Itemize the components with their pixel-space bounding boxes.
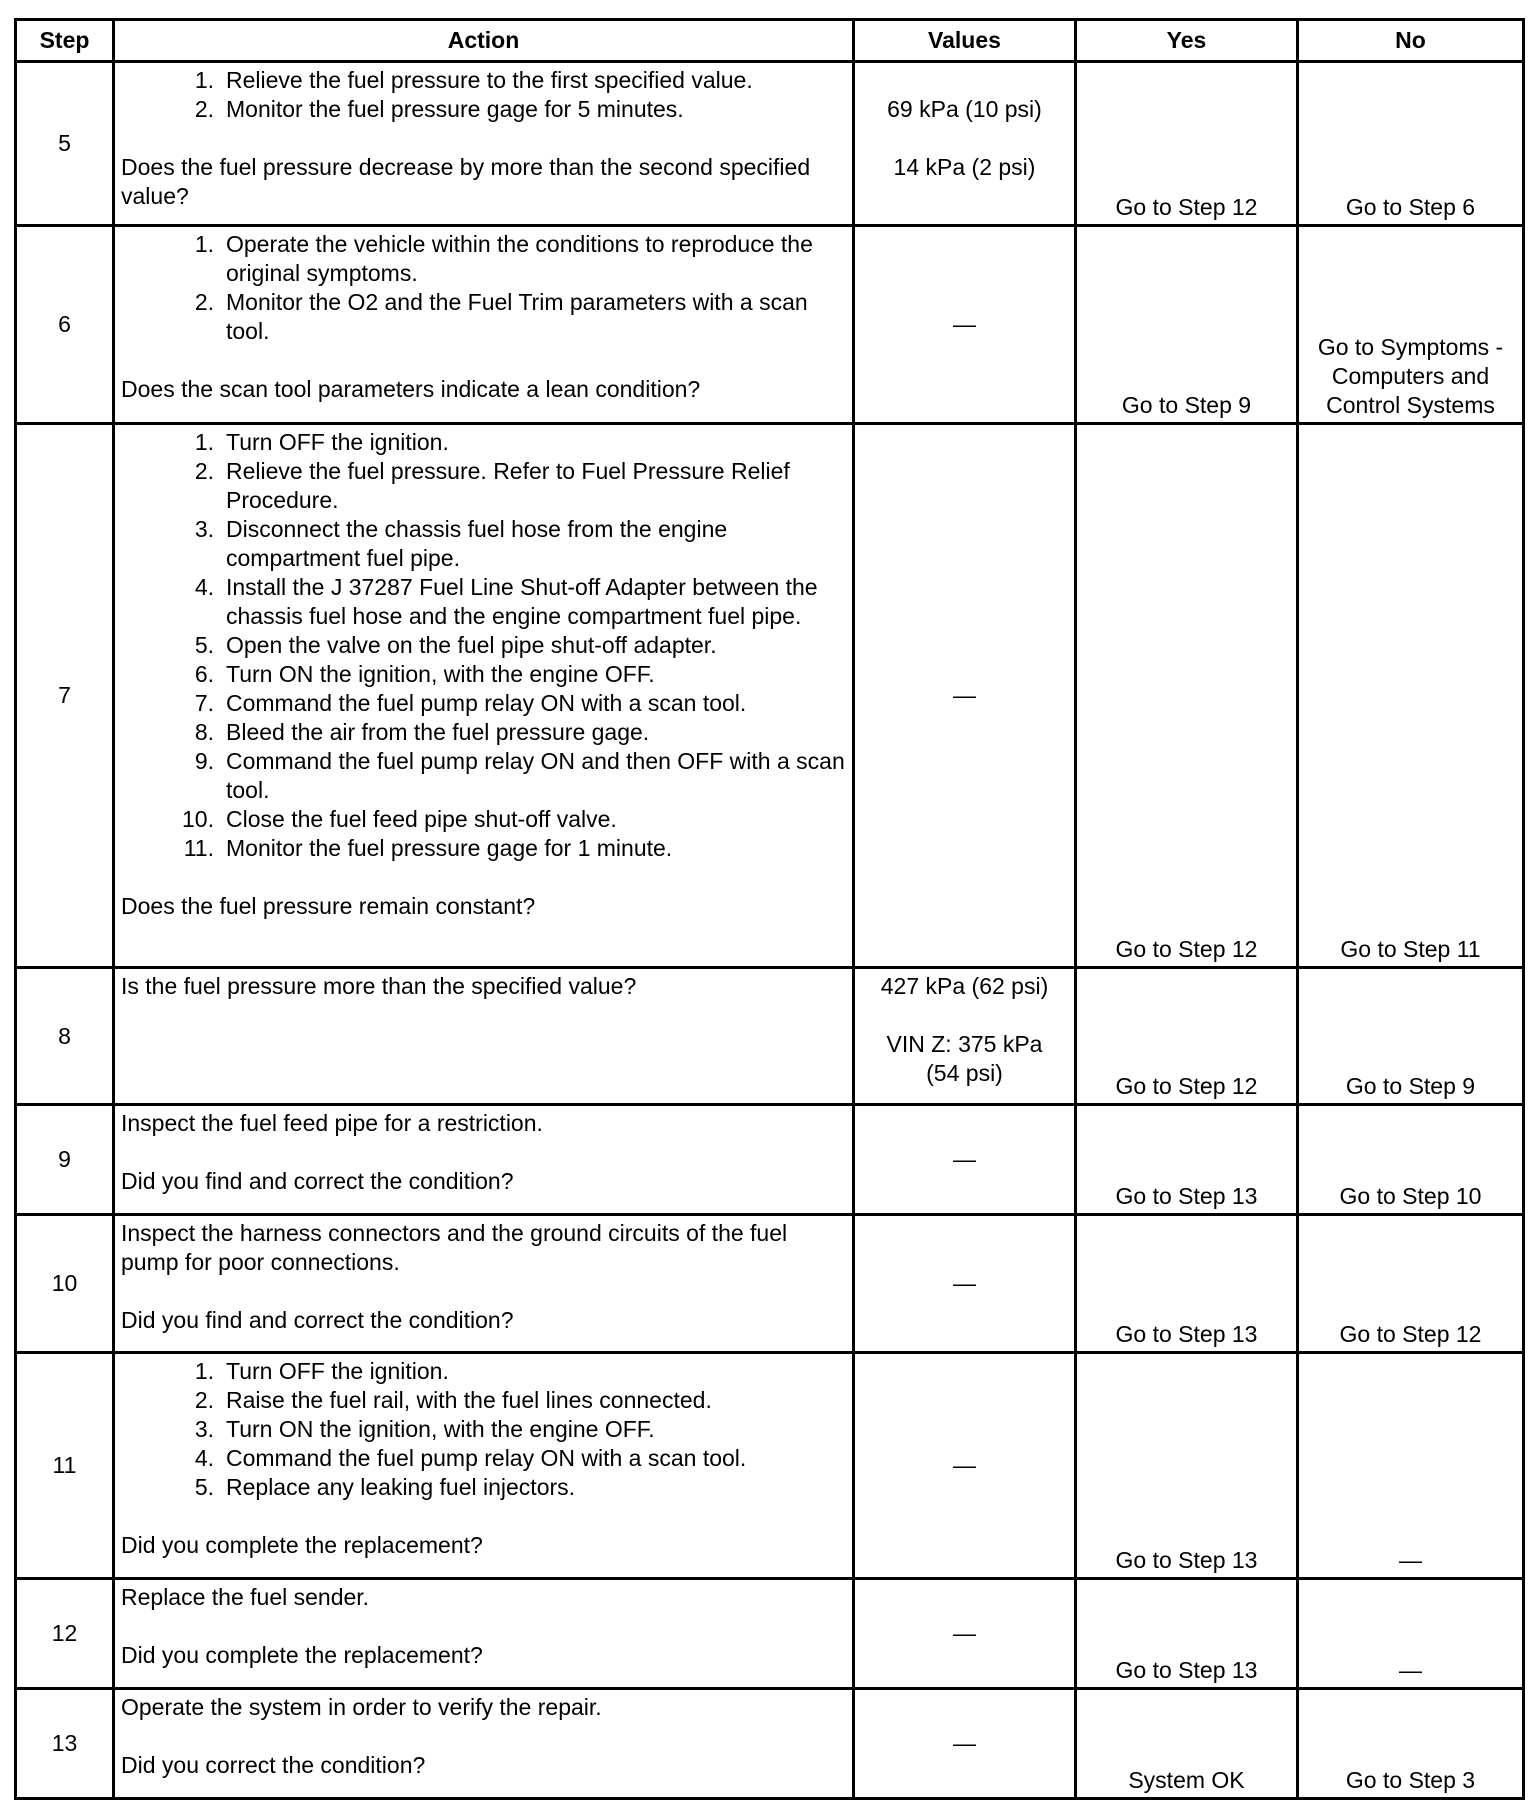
list-item: 8. Bleed the air from the fuel pressure gage.	[194, 719, 650, 745]
step-number: 12	[16, 1579, 114, 1689]
action-text: Inspect the harness connectors and the ground circuits of the fuel pump for poor connections.	[121, 1220, 788, 1275]
step-number: 10	[16, 1215, 114, 1353]
header-step: Step	[16, 20, 114, 62]
action-question: Did you find and correct the condition?	[121, 1168, 514, 1194]
yes-cell: Go to Step 13	[1076, 1105, 1298, 1215]
list-item: 7. Command the fuel pump relay ON with a scan tool.	[194, 690, 747, 716]
action-text: Operate the system in order to verify the repair.	[121, 1694, 602, 1720]
action-cell	[114, 1215, 854, 1353]
values-cell	[854, 968, 1076, 1105]
step-number: 6	[16, 226, 114, 424]
diagnostic-table	[14, 18, 1525, 1800]
list-item: 11. Monitor the fuel pressure gage for 1 minute.	[183, 835, 673, 861]
yes-cell: Go to Step 13	[1076, 1579, 1298, 1689]
list-item: 4. Command the fuel pump relay ON with a scan tool.	[194, 1445, 747, 1471]
action-question: Did you complete the replacement?	[121, 1642, 483, 1668]
value-primary: 69 kPa (10 psi)	[887, 96, 1042, 122]
action-cell	[114, 1689, 854, 1799]
value-secondary: VIN Z: 375 kPa (54 psi)	[886, 1031, 1043, 1086]
yes-cell: Go to Step 12	[1076, 62, 1298, 226]
list-item: 10. Close the fuel feed pipe shut-off valve.	[182, 806, 617, 832]
no-cell: Go to Step 9	[1298, 968, 1524, 1105]
action-question: Does the fuel pressure remain constant?	[121, 893, 536, 919]
yes-cell: System OK	[1076, 1689, 1298, 1799]
step-number: 5	[16, 62, 114, 226]
list-item: 1. Turn OFF the ignition.	[194, 429, 449, 455]
action-question: Did you complete the replacement?	[121, 1532, 483, 1558]
no-cell: Go to Symptoms - Computers and Control Systems	[1298, 226, 1524, 424]
no-cell: —	[1298, 1353, 1524, 1579]
step-number: 13	[16, 1689, 114, 1799]
action-cell	[114, 1105, 854, 1215]
list-item: 4. Install the J 37287 Fuel Line Shut-off Adapter between the chassis fuel hose and the engine compartment fuel pipe.	[194, 574, 818, 629]
action-text: Is the fuel pressure more than the specified value?	[121, 973, 637, 999]
list-item: 2. Raise the fuel rail, with the fuel lines connected.	[194, 1387, 712, 1413]
table-row	[16, 1353, 1524, 1579]
table-row	[16, 968, 1524, 1105]
table-row	[16, 1579, 1524, 1689]
no-cell: Go to Step 12	[1298, 1215, 1524, 1353]
values-cell: —	[854, 424, 1076, 968]
values-cell	[854, 62, 1076, 226]
table-row	[16, 1215, 1524, 1353]
step-number: 8	[16, 968, 114, 1105]
list-item: 9. Command the fuel pump relay ON and then OFF with a scan tool.	[194, 748, 845, 803]
header-row	[16, 20, 1524, 62]
yes-cell: Go to Step 9	[1076, 226, 1298, 424]
action-question: Does the fuel pressure decrease by more than the second specified value?	[121, 154, 811, 209]
values-cell: —	[854, 1105, 1076, 1215]
value-secondary: 14 kPa (2 psi)	[893, 154, 1036, 180]
list-item: 6. Turn ON the ignition, with the engine OFF.	[194, 661, 655, 687]
list-item: 2. Relieve the fuel pressure. Refer to Fuel Pressure Relief Procedure.	[194, 458, 790, 513]
header-no: No	[1298, 20, 1524, 62]
action-cell	[114, 1579, 854, 1689]
values-cell: —	[854, 226, 1076, 424]
values-cell: —	[854, 1579, 1076, 1689]
action-cell	[114, 1353, 854, 1579]
no-cell: Go to Step 10	[1298, 1105, 1524, 1215]
action-cell	[114, 968, 854, 1105]
list-item: 3. Disconnect the chassis fuel hose from the engine compartment fuel pipe.	[194, 516, 728, 571]
header-yes: Yes	[1076, 20, 1298, 62]
values-cell: —	[854, 1215, 1076, 1353]
instruction-list	[121, 1357, 846, 1502]
no-cell: Go to Step 3	[1298, 1689, 1524, 1799]
values-cell: —	[854, 1689, 1076, 1799]
list-item: 3. Turn ON the ignition, with the engine OFF.	[194, 1416, 655, 1442]
action-question: Did you find and correct the condition?	[121, 1307, 514, 1333]
no-cell: Go to Step 6	[1298, 62, 1524, 226]
step-number: 7	[16, 424, 114, 968]
yes-cell: Go to Step 12	[1076, 968, 1298, 1105]
action-cell	[114, 424, 854, 968]
action-text: Inspect the fuel feed pipe for a restriction.	[121, 1110, 543, 1136]
action-question: Does the scan tool parameters indicate a lean condition?	[121, 376, 701, 402]
action-question: Did you correct the condition?	[121, 1752, 426, 1778]
list-item: 1. Turn OFF the ignition.	[194, 1358, 449, 1384]
yes-cell: Go to Step 13	[1076, 1353, 1298, 1579]
value-primary: 427 kPa (62 psi)	[880, 973, 1049, 999]
table-row	[16, 424, 1524, 968]
list-item: 1. Operate the vehicle within the conditions to reproduce the original symptoms.	[194, 231, 813, 286]
no-cell: Go to Step 11	[1298, 424, 1524, 968]
header-values: Values	[854, 20, 1076, 62]
action-cell	[114, 226, 854, 424]
no-cell: —	[1298, 1579, 1524, 1689]
header-action: Action	[114, 20, 854, 62]
instruction-list	[121, 66, 846, 124]
step-number: 11	[16, 1353, 114, 1579]
table-row	[16, 1689, 1524, 1799]
list-item: 5. Replace any leaking fuel injectors.	[194, 1474, 576, 1500]
instruction-list	[121, 428, 846, 863]
list-item: 2. Monitor the fuel pressure gage for 5 minutes.	[194, 96, 684, 122]
table-row	[16, 62, 1524, 226]
list-item: 5. Open the valve on the fuel pipe shut-off adapter.	[194, 632, 717, 658]
instruction-list	[121, 230, 846, 346]
step-number: 9	[16, 1105, 114, 1215]
action-text: Replace the fuel sender.	[121, 1584, 370, 1610]
table-row	[16, 226, 1524, 424]
table-row	[16, 1105, 1524, 1215]
yes-cell: Go to Step 13	[1076, 1215, 1298, 1353]
list-item: 1. Relieve the fuel pressure to the first specified value.	[194, 67, 753, 93]
yes-cell: Go to Step 12	[1076, 424, 1298, 968]
action-cell	[114, 62, 854, 226]
list-item: 2. Monitor the O2 and the Fuel Trim parameters with a scan tool.	[194, 289, 808, 344]
values-cell: —	[854, 1353, 1076, 1579]
